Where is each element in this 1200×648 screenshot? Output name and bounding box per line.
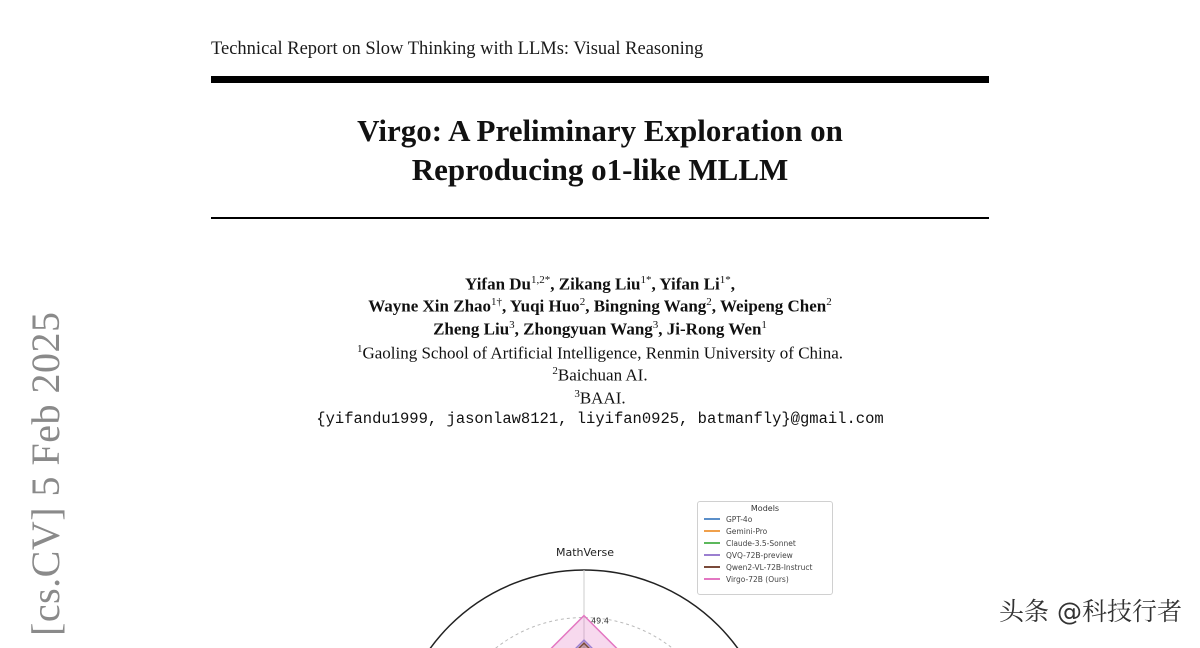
legend-item bbox=[698, 513, 832, 525]
legend-item bbox=[698, 573, 832, 585]
author-separator: , bbox=[585, 296, 594, 316]
author-separator: , bbox=[502, 296, 510, 316]
legend-label: Qwen2-VL-72B-Instruct bbox=[726, 562, 813, 572]
legend-swatch bbox=[704, 554, 720, 556]
author-name: Ji-Rong Wen bbox=[666, 319, 762, 339]
paper-title-line-2: Reproducing o1-like MLLM bbox=[411, 152, 789, 187]
author-separator: , bbox=[514, 319, 524, 339]
legend-item bbox=[698, 561, 832, 573]
author-separator: , bbox=[550, 274, 559, 294]
legend-swatch bbox=[704, 578, 720, 580]
author-affiliation-mark: 2 bbox=[579, 296, 586, 308]
author-emails: {yifandu1999, jasonlaw8121, liyifan0925, batmanfly}@gmail.com bbox=[316, 410, 884, 428]
radar-series-qwen2-vl-72b-instruct bbox=[473, 643, 695, 648]
author-name: Yifan Du bbox=[465, 274, 532, 294]
legend-label: Gemini-Pro bbox=[726, 526, 768, 536]
author-affiliation-mark: 1 bbox=[761, 319, 767, 331]
legend-item bbox=[698, 525, 832, 537]
author-affiliation-mark: 1† bbox=[491, 296, 503, 308]
legend-label: GPT-4o bbox=[726, 514, 753, 524]
author-affiliation-mark: 1* bbox=[719, 274, 731, 286]
legend-title: Models bbox=[750, 504, 780, 513]
author-name: Wayne Xin Zhao bbox=[368, 296, 492, 316]
affiliation-2: $^2$Baichuan AI. bbox=[552, 365, 648, 385]
author-affiliation-mark: 3 bbox=[509, 319, 515, 331]
author-name: Weipeng Chen bbox=[720, 296, 827, 316]
arxiv-stamp: [cs.CV] 5 Feb 2025 bbox=[23, 311, 68, 636]
author-name: Zhongyuan Wang bbox=[523, 319, 653, 339]
legend-label: QVQ-72B-preview bbox=[726, 550, 793, 560]
legend-item bbox=[698, 537, 832, 549]
author-name: Zikang Liu bbox=[558, 274, 641, 294]
legend-swatch bbox=[704, 566, 720, 568]
author-affiliation-mark: 2 bbox=[826, 296, 832, 308]
legend-swatch bbox=[704, 518, 720, 520]
affiliation-3: $^3$BAAI. bbox=[574, 388, 626, 408]
author-name: Bingning Wang bbox=[593, 296, 707, 316]
author-separator: , bbox=[711, 296, 720, 316]
author-separator: , bbox=[730, 274, 735, 294]
running-header: Technical Report on Slow Thinking with LLMs: Visual Reasoning bbox=[211, 39, 704, 59]
watermark: 头条 @科技行者 bbox=[999, 597, 1182, 626]
author-affiliation-mark: 3 bbox=[652, 319, 659, 331]
legend-swatch bbox=[704, 542, 720, 544]
author-affiliation-mark: 1,2* bbox=[531, 274, 551, 286]
legend-label: Claude-3.5-Sonnet bbox=[726, 538, 796, 548]
author-affiliation-mark: 2 bbox=[706, 296, 712, 308]
chart-legend bbox=[697, 501, 833, 595]
author-name: Yuqi Huo bbox=[509, 296, 580, 316]
paper-title-line-1: Virgo: A Preliminary Exploration on bbox=[357, 113, 843, 148]
author-name: Zheng Liu bbox=[433, 319, 510, 339]
legend-item bbox=[698, 549, 832, 561]
legend-label: Virgo-72B (Ours) bbox=[726, 574, 789, 584]
author-separator: , bbox=[651, 274, 660, 294]
affiliation-1: $^1$Gaoling School of Artificial Intelligence, Renmin University of China. bbox=[356, 343, 844, 363]
author-name: Yifan Li bbox=[659, 274, 720, 294]
radar-value-label: 49.4 bbox=[591, 616, 609, 626]
radar-axis-label: MathVerse bbox=[556, 546, 614, 559]
author-affiliation-mark: 1* bbox=[640, 274, 652, 286]
legend-swatch bbox=[704, 530, 720, 532]
author-separator: , bbox=[658, 319, 667, 339]
